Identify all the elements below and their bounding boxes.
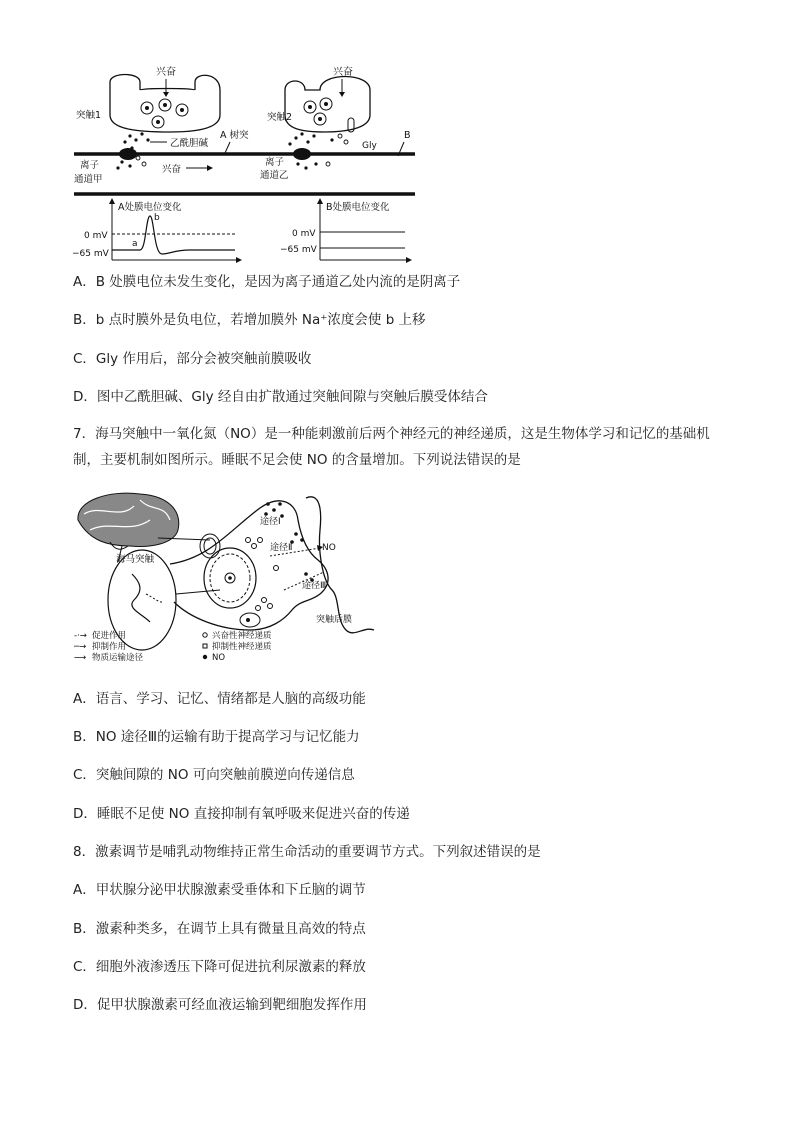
path1-label: 途径Ⅰ bbox=[260, 517, 281, 527]
path3-label: 途径Ⅲ bbox=[302, 581, 327, 591]
q7-option-c: C．突触间隙的 NO 可向突触前膜逆向传递信息 bbox=[73, 767, 355, 783]
dendrite-label: A 树突 bbox=[220, 130, 249, 141]
legend-inhib: 抑制性神经递质 bbox=[212, 642, 272, 652]
q6-option-c: C．Gly 作用后，部分会被突触前膜吸收 bbox=[73, 351, 312, 367]
legend-promote: 促进作用 bbox=[92, 631, 127, 641]
hippocampus-figure bbox=[70, 490, 380, 662]
synapse1-label: 突触1 bbox=[76, 110, 102, 121]
channel-b-label: 通道乙 bbox=[260, 170, 289, 181]
q7-option-b: B．NO 途径Ⅲ的运输有助于提高学习与记忆能力 bbox=[73, 729, 360, 745]
graph-b-neg65: −65 mV bbox=[280, 245, 317, 255]
q8-option-b: B．激素种类多，在调节上具有微量且高效的特点 bbox=[73, 921, 366, 937]
hippocampus-label: 海马突触 bbox=[116, 554, 155, 565]
graph-a-neg65: −65 mV bbox=[72, 249, 109, 259]
ion-label-2: 离子 bbox=[265, 157, 285, 168]
q8-stem: 8．激素调节是哺乳动物维持正常生命活动的重要调节方式。下列叙述错误的是 bbox=[73, 844, 541, 860]
legend-no: NO bbox=[212, 653, 226, 662]
ion-label-1: 离子 bbox=[80, 160, 100, 171]
graph-a-title: A处膜电位变化 bbox=[118, 202, 182, 213]
excitation-label-2: 兴奋 bbox=[333, 67, 353, 78]
q8-option-d: D．促甲状腺激素可经血液运输到靶细胞发挥作用 bbox=[73, 997, 367, 1013]
q6-option-b: B．b 点时膜外是负电位，若增加膜外 Na⁺浓度会使 b 上移 bbox=[73, 312, 426, 328]
no-label: NO bbox=[322, 543, 336, 553]
q7-stem: 7．海马突触中一氧化氮（NO）是一种能刺激前后两个神经元的神经递质，这是生物体学习和记忆的基础机制，主要机制如图所示。睡眠不足会使 NO 的含量增加。下列说法错误的是 bbox=[73, 426, 710, 468]
svg-text:─→: ─→ bbox=[74, 642, 87, 652]
path2-label: 途径Ⅱ bbox=[270, 543, 293, 553]
q7-option-a: A．语言、学习、记忆、情绪都是人脑的高级功能 bbox=[73, 691, 366, 707]
acetylcholine-label: 乙酰胆碱 bbox=[170, 138, 209, 149]
q7-option-d: D．睡眠不足使 NO 直接抑制有氧呼吸来促进兴奋的传递 bbox=[73, 806, 410, 822]
channel-a-label: 通道甲 bbox=[74, 174, 103, 185]
legend-inhibit: 抑制作用 bbox=[92, 642, 127, 652]
graph-a-0mv: 0 mV bbox=[84, 231, 108, 241]
point-b-label: B bbox=[404, 130, 411, 141]
point-a: a bbox=[132, 239, 138, 249]
svg-text:⟶: ⟶ bbox=[74, 653, 87, 662]
graph-b-title: B处膜电位变化 bbox=[326, 202, 390, 213]
legend-transport: 物质运输途径 bbox=[92, 653, 144, 662]
excitation-label-1: 兴奋 bbox=[156, 67, 176, 78]
q8-option-c: C．细胞外液渗透压下降可促进抗利尿激素的释放 bbox=[73, 959, 366, 975]
synapse-figure bbox=[70, 60, 420, 265]
excitation-arrow-label: 兴奋 bbox=[162, 164, 182, 175]
q8-option-a: A．甲状腺分泌甲状腺激素受垂体和下丘脑的调节 bbox=[73, 882, 366, 898]
gly-label: Gly bbox=[362, 141, 377, 151]
point-b: b bbox=[154, 213, 160, 223]
graph-b-0mv: 0 mV bbox=[292, 229, 316, 239]
postsynaptic-label: 突触后膜 bbox=[316, 615, 353, 625]
svg-text:‑·→: ‑·→ bbox=[74, 631, 87, 641]
synapse2-label: 突触2 bbox=[267, 112, 293, 123]
legend-excit: 兴奋性神经递质 bbox=[212, 631, 272, 641]
q6-option-a: A．B 处膜电位未发生变化，是因为离子通道乙处内流的是阴离子 bbox=[73, 274, 461, 290]
q6-option-d: D．图中乙酰胆碱、Gly 经自由扩散通过突触间隙与突触后膜受体结合 bbox=[73, 389, 488, 405]
